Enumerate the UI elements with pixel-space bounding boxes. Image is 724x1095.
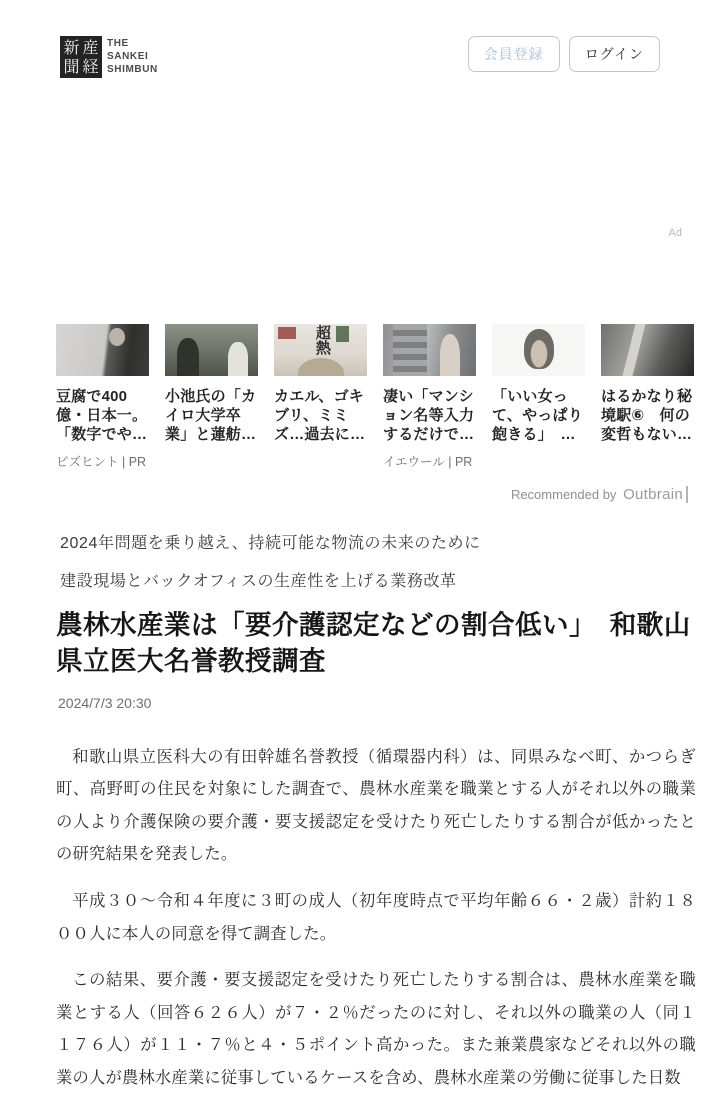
article-paragraph: 平成３０～令和４年度に３町の成人（初年度時点で平均年齢６６・２歳）計約１８００人に本人の同意を得て調査した。 — [56, 892, 696, 943]
recommendation-card[interactable] — [56, 324, 149, 470]
article-paragraph: この結果、要介護・要支援認定を受けたり死亡したりする割合は、農林水産業を職業とする人（回答６２６人）が７・２％だったのに対し、それ以外の職業の人（同１１７６人）が１１・７％と４・５ポイント高かった。また兼業農家などそれ以外の職業の人が農林水産業に従事しているケースを含め、農林水産業の労働に従事した日数 — [56, 971, 696, 1088]
recommendation-title: 小池氏の「カイロ大学卒業」と蓮舫… — [165, 388, 257, 444]
recommendation-source: ビズヒント | PR — [56, 454, 147, 469]
header-buttons — [468, 36, 660, 72]
bread-package-text: 超熱 — [313, 325, 332, 355]
recommendation-source: イエウール | PR — [383, 454, 473, 469]
logo-char: 経 — [82, 57, 99, 76]
recommendation-thumbnail-building — [383, 324, 476, 376]
login-button[interactable]: ログイン — [569, 36, 660, 72]
sankei-logo[interactable] — [60, 36, 158, 78]
article-headline: 農林水産業は「要介護認定などの割合低い」 和歌山県立医大名誉教授調査 — [56, 609, 691, 677]
recommendation-title: 「いい女って、やっぱり飽きる」 … — [492, 388, 583, 444]
wordmark-line: THE — [107, 38, 129, 49]
recommendation-thumbnail-station — [601, 324, 694, 376]
article-body — [56, 741, 696, 1095]
recommendation-title: カエル、ゴキブリ、ミミズ…過去に… — [274, 388, 366, 444]
wordmark-line: SANKEI — [107, 51, 149, 63]
sponsored-link-logistics[interactable]: 2024年問題を乗り越え、持続可能な物流の未来のために — [60, 534, 481, 552]
recommendation-card[interactable] — [383, 324, 476, 470]
recommendation-title: 豆腐で400億・日本一。「数字でや… — [56, 388, 148, 444]
recommendation-thumbnail-two-women — [165, 324, 258, 376]
logo-char: 産 — [82, 38, 99, 57]
article-date: 2024/7/3 20:30 — [58, 694, 152, 711]
signup-button[interactable]: 会員登録 — [468, 36, 560, 72]
sponsored-links — [60, 530, 694, 591]
outbrain-attribution[interactable] — [0, 486, 688, 503]
logo-char: 聞 — [63, 57, 80, 76]
recommendation-card[interactable] — [274, 324, 367, 470]
logo-char: 新 — [63, 38, 80, 57]
recommendation-thumbnail-bread-package — [274, 324, 367, 376]
recommendation-widget — [56, 324, 694, 470]
ad-label: Ad — [668, 227, 682, 239]
recommendation-card[interactable] — [165, 324, 258, 470]
recommendation-title: はるかなり秘境駅⑥ 何の変哲もない… — [601, 388, 693, 444]
recommendation-thumbnail-woman-portrait — [492, 324, 585, 376]
package-label-decoration — [278, 327, 296, 339]
sankei-logo-seal-icon — [60, 36, 102, 78]
article-paragraph: 和歌山県立医科大の有田幹雄名誉教授（循環器内科）は、同県みなべ町、かつらぎ町、高野町の住民を対象にした調査で、農林水産業を職業とする人がそれ以外の職業の人より介護保険の要介護・要支援認定を受けたり死亡したりする割合が低かったとの研究結果を発表した。 — [56, 747, 696, 864]
attribution-prefix: Recommended by — [510, 486, 617, 502]
wordmark-line: SHIMBUN — [107, 64, 158, 76]
site-header — [0, 0, 724, 78]
sponsored-link-construction[interactable]: 建設現場とバックオフィスの生産性を上げる業務改革 — [60, 572, 457, 590]
sankei-logo-wordmark — [107, 36, 158, 78]
recommendation-thumbnail-businessman — [56, 324, 149, 376]
portrait-head-shape — [524, 329, 554, 369]
recommendation-card[interactable] — [492, 324, 585, 470]
package-label-decoration — [336, 326, 349, 342]
outbrain-logo: Outbrain — [623, 486, 688, 503]
recommendation-card[interactable] — [601, 324, 694, 470]
recommendation-title: 凄い「マンション名等入力するだけで… — [383, 388, 475, 444]
